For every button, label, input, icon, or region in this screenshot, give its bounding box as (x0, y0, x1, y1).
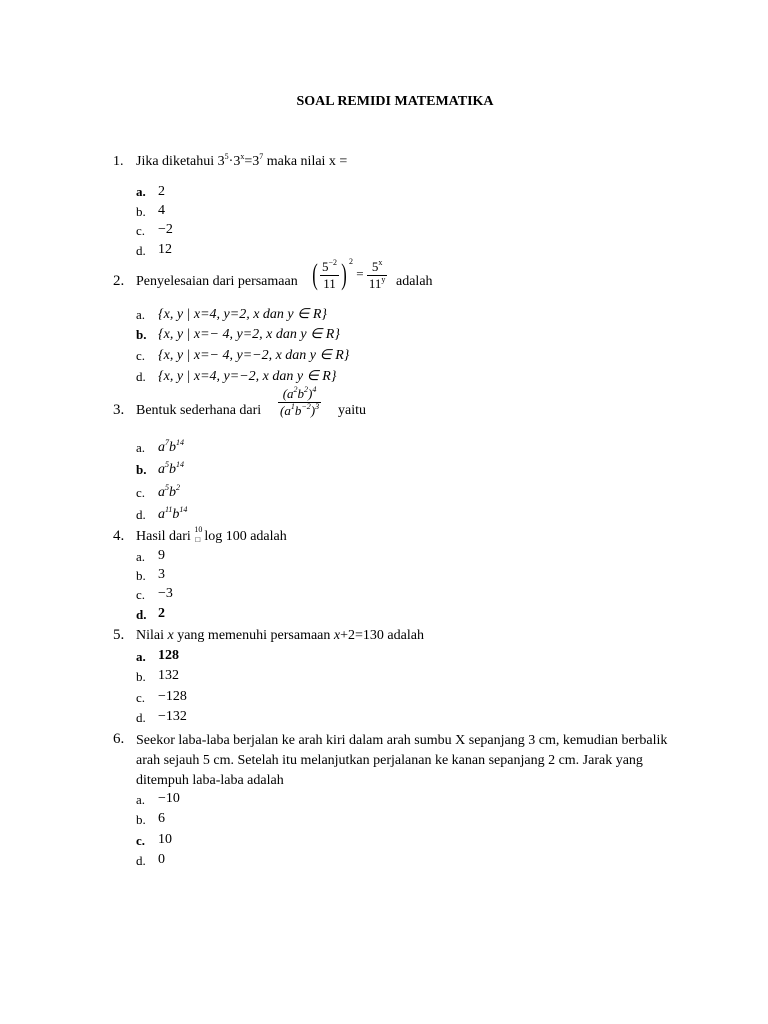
q1-option-d-value: 12 (158, 242, 172, 257)
q4-option-d-letter: d. (136, 607, 147, 622)
question-3-expression: $\frac{(a^2b^2)^4}{(a^1b^{-2})^3}$ (280, 385, 320, 418)
question-3-text-post: yaitu (338, 403, 366, 418)
page-title: SOAL REMIDI MATEMATIKA (296, 94, 494, 109)
q2-option-a-value: {x, y | x=4, y=2, x dan y ∈ R} (158, 307, 327, 322)
q5-option-a-value: 128 (158, 648, 179, 663)
q3-option-b-value: $a^5b^{14}$ (158, 460, 184, 477)
q1-option-d-letter: d. (136, 243, 146, 258)
q5-option-b-value: 132 (158, 668, 179, 683)
q5-option-c-letter: c. (136, 690, 146, 705)
question-5-number: 5. (113, 627, 125, 643)
question-6-number: 6. (113, 731, 125, 747)
q2-option-c-value: {x, y | x=− 4, y=−2, x dan y ∈ R} (158, 348, 350, 363)
question-2-text-post: adalah (396, 274, 433, 289)
question-4-text: Hasil dari 10 □ log 100 adalah (136, 525, 287, 544)
question-5-text: Nilai x yang memenuhi persamaan x+2=130 adalah (136, 628, 424, 643)
q2-option-b-value: {x, y | x=− 4, y=2, x dan y ∈ R} (158, 327, 340, 342)
q3-option-d-letter: d. (136, 507, 146, 522)
question-4-number: 4. (113, 528, 125, 544)
question-3-text-pre: Bentuk sederhana dari (136, 403, 262, 418)
question-6-text: Seekor laba-laba berjalan ke arah kiri dalam arah sumbu X sepanjang 3 cm, kemudian berbalik arah sejauh 5 cm. Setelah itu melanjutkan perjalanan ke kanan sepanjang 2 cm. Jarak yang ditempuh laba-laba adalah (136, 733, 668, 788)
question-2-number: 2. (113, 273, 125, 289)
q4-option-d-value: 2 (158, 606, 165, 621)
q3-option-c-letter: c. (136, 485, 146, 500)
q2-option-a-letter: a. (136, 307, 146, 322)
q3-option-a-letter: a. (136, 440, 146, 455)
q5-option-b-letter: b. (136, 669, 146, 684)
q4-option-a-value: 9 (158, 548, 165, 563)
q3-option-b-letter: b. (136, 462, 147, 477)
q2-option-c-letter: c. (136, 348, 146, 363)
q5-option-d-value: −132 (158, 709, 187, 724)
q1-option-c-letter: c. (136, 223, 146, 238)
q5-option-a-letter: a. (136, 649, 146, 664)
question-2-text-pre: Penyelesaian dari persamaan (136, 274, 298, 289)
q3-option-a-value: $a^7b^{14}$ (158, 438, 184, 455)
q5-option-d-letter: d. (136, 710, 146, 725)
q2-option-d-letter: d. (136, 369, 146, 384)
q1-option-c-value: −2 (158, 222, 173, 237)
q1-option-b-value: 4 (158, 203, 165, 218)
q6-option-c-value: 10 (158, 832, 172, 847)
q6-option-b-value: 6 (158, 811, 165, 826)
q2-option-d-value: {x, y | x=4, y=−2, x dan y ∈ R} (158, 369, 337, 384)
question-3-number: 3. (113, 402, 125, 418)
q4-option-b-letter: b. (136, 568, 146, 583)
q4-option-b-value: 3 (158, 567, 165, 582)
q6-option-c-letter: c. (136, 833, 146, 848)
q4-option-a-letter: a. (136, 549, 146, 564)
q3-option-c-value: $a^5b^2$ (158, 483, 180, 500)
q1-option-a-letter: a. (136, 184, 146, 199)
q6-option-d-letter: d. (136, 853, 146, 868)
q5-option-c-value: −128 (158, 689, 187, 704)
q4-option-c-value: −3 (158, 586, 173, 601)
q6-option-a-value: −10 (158, 791, 180, 806)
q1-option-a-value: 2 (158, 184, 165, 199)
q2-option-b-letter: b. (136, 327, 147, 342)
question-1-expression: $3^5\cdot 3^x=3^7$ (217, 152, 264, 169)
q4-option-c-letter: c. (136, 587, 146, 602)
q6-option-a-letter: a. (136, 792, 146, 807)
q6-option-b-letter: b. (136, 812, 146, 827)
question-1-text: Jika diketahui $3^5\cdot 3^x=3^7$ maka nilai x = (136, 152, 348, 169)
question-1-number: 1. (113, 154, 124, 169)
q1-option-b-letter: b. (136, 204, 146, 219)
q3-option-d-value: $a^{11}b^{14}$ (158, 505, 188, 522)
question-2-expression: ( $\frac{5^{-2}}{11}$ ) $^2$ = $\frac{5^x}{11^y}$ (312, 256, 386, 291)
q6-option-d-value: 0 (158, 852, 165, 867)
